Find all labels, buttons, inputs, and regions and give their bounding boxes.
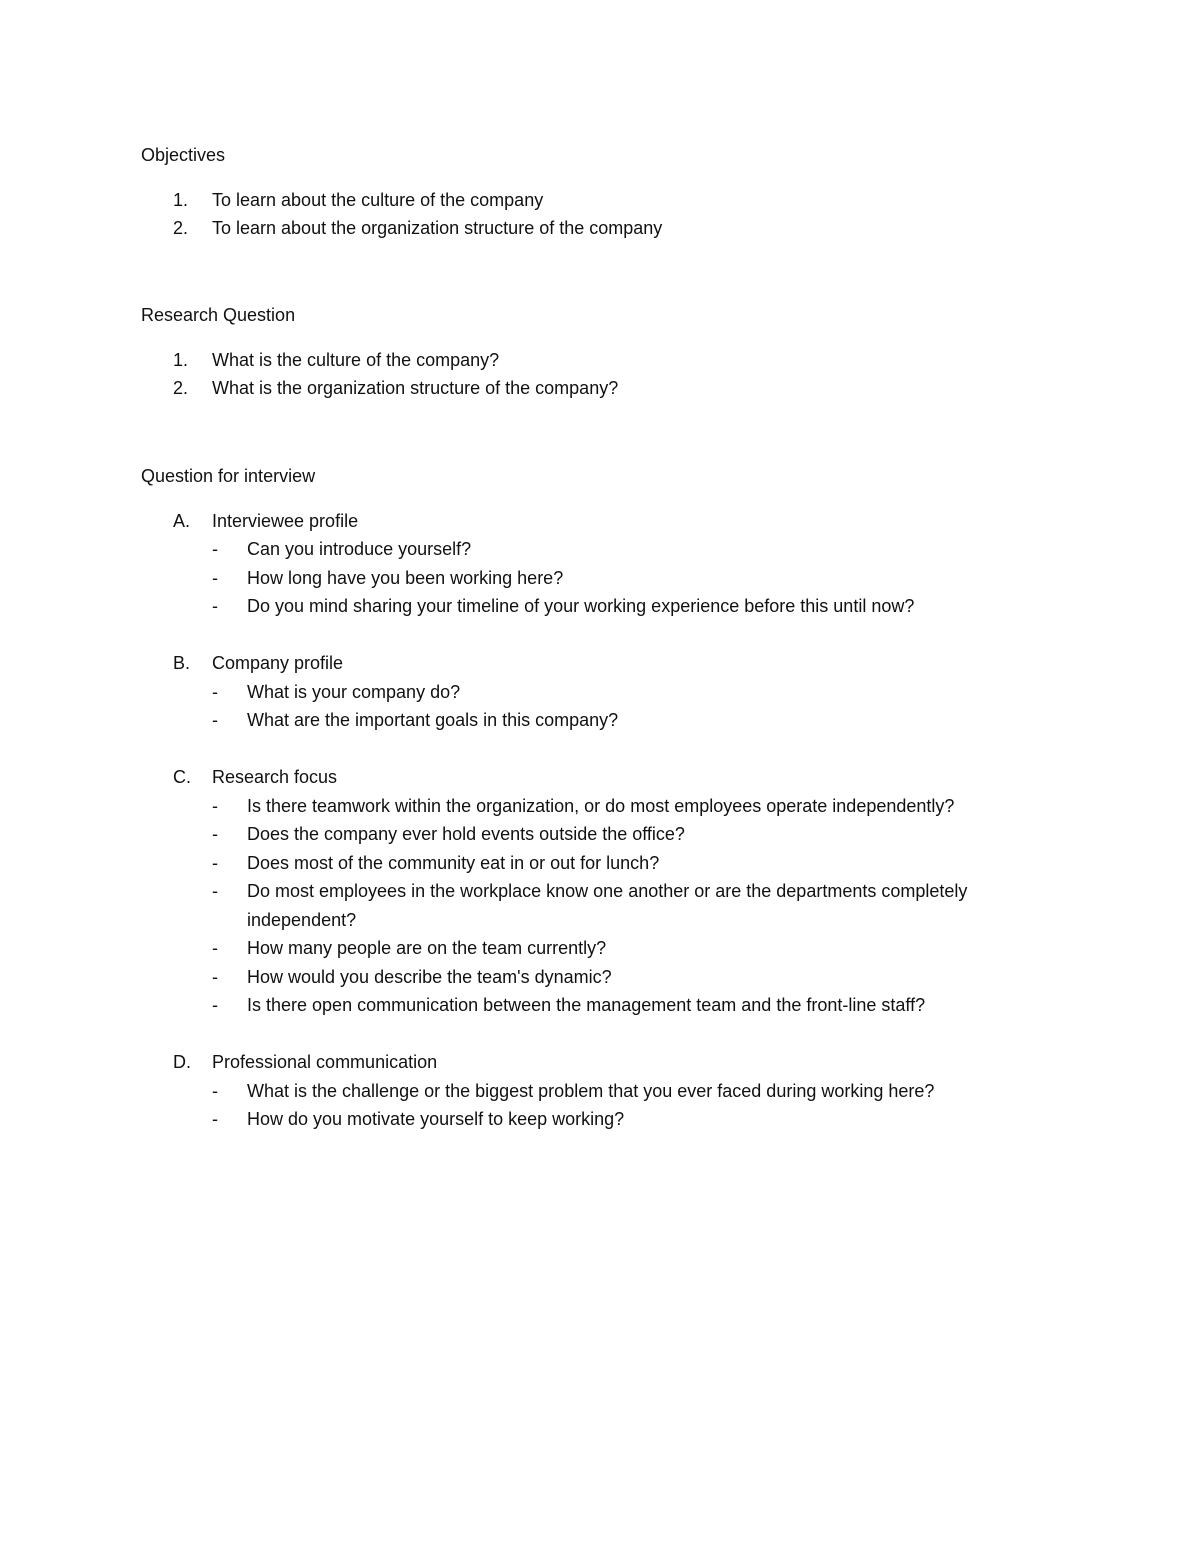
dash-bullet: - <box>212 710 218 730</box>
dash-bullet: - <box>212 852 218 873</box>
question-item <box>141 991 1081 1020</box>
list-item <box>141 374 1081 403</box>
question-item <box>141 963 1081 992</box>
list-number: 1. <box>173 189 189 210</box>
objectives-list <box>141 186 1081 243</box>
question-item <box>141 678 1081 707</box>
question-list <box>141 792 1081 1020</box>
dash-bullet: - <box>212 596 218 616</box>
interview-subsection-professional-communication <box>141 1048 1081 1134</box>
research-question-text: What is the culture of the company? <box>212 349 500 370</box>
question-text: Can you introduce yourself? <box>247 539 472 559</box>
interview-subsection-company-profile <box>141 649 1081 735</box>
question-item <box>141 592 1081 621</box>
question-item <box>141 792 1081 821</box>
subsection-title-text: Professional communication <box>212 1052 438 1072</box>
question-text: Does most of the community eat in or out for lunch? <box>247 852 660 873</box>
question-text: How would you describe the team's dynamic? <box>247 966 612 987</box>
question-text: Does the company ever hold events outside the office? <box>247 824 685 844</box>
question-list <box>141 678 1081 735</box>
research-question-list <box>141 346 1081 403</box>
subsection-title <box>141 649 1081 678</box>
dash-bullet: - <box>212 795 218 816</box>
question-text: What are the important goals in this company? <box>247 710 619 730</box>
list-item <box>141 346 1081 375</box>
dash-bullet: - <box>212 881 218 901</box>
subsection-letter: B. <box>173 653 191 673</box>
subsection-title-text: Interviewee profile <box>212 510 359 531</box>
subsection-title-text: Research focus <box>212 767 338 787</box>
dash-bullet: - <box>212 995 218 1015</box>
interview-heading: Question for interview <box>141 466 316 486</box>
interview-section <box>141 462 1081 1134</box>
objectives-section <box>141 141 1081 243</box>
list-number: 1. <box>173 349 189 370</box>
subsection-letter: A. <box>173 510 191 531</box>
question-text: Do you mind sharing your timeline of your working experience before this until now? <box>247 596 915 616</box>
question-list <box>141 1077 1081 1134</box>
dash-bullet: - <box>212 1080 218 1101</box>
question-item <box>141 1105 1081 1134</box>
interview-subsection-research-focus <box>141 763 1081 1020</box>
question-text: What is the challenge or the biggest problem that you ever faced during working here? <box>247 1080 935 1101</box>
dash-bullet: - <box>212 681 218 702</box>
research-question-text: What is the organization structure of the company? <box>212 378 619 398</box>
subsection-letter: D. <box>173 1052 191 1072</box>
question-text: How do you motivate yourself to keep working? <box>247 1109 625 1129</box>
subsection-title <box>141 507 1081 536</box>
subsection-title <box>141 1048 1081 1077</box>
objective-text: To learn about the culture of the company <box>212 189 544 210</box>
dash-bullet: - <box>212 567 218 588</box>
subsection-letter: C. <box>173 767 191 787</box>
subsection-title <box>141 763 1081 792</box>
question-text: How many people are on the team currently? <box>247 938 607 958</box>
question-item <box>141 1077 1081 1106</box>
question-item <box>141 820 1081 849</box>
question-item <box>141 535 1081 564</box>
question-item <box>141 934 1081 963</box>
question-item <box>141 564 1081 593</box>
question-text: What is your company do? <box>247 681 461 702</box>
research-question-section <box>141 301 1081 403</box>
question-list <box>141 535 1081 621</box>
list-number: 2. <box>173 378 189 398</box>
dash-bullet: - <box>212 824 218 844</box>
objectives-heading: Objectives <box>141 145 226 165</box>
dash-bullet: - <box>212 1109 218 1129</box>
interview-subsection-interviewee-profile <box>141 507 1081 621</box>
list-item <box>141 214 1081 243</box>
question-text: Do most employees in the workplace know one another or are the departments completely independent? <box>247 881 968 930</box>
subsection-title-text: Company profile <box>212 653 344 673</box>
research-question-heading: Research Question <box>141 305 296 325</box>
list-item <box>141 186 1081 215</box>
list-number: 2. <box>173 218 189 238</box>
question-item <box>141 877 1081 934</box>
dash-bullet: - <box>212 539 218 559</box>
dash-bullet: - <box>212 966 218 987</box>
dash-bullet: - <box>212 938 218 958</box>
question-text: Is there teamwork within the organization, or do most employees operate independently? <box>247 795 955 816</box>
question-text: How long have you been working here? <box>247 567 564 588</box>
question-text: Is there open communication between the management team and the front-line staff? <box>247 995 926 1015</box>
question-item <box>141 849 1081 878</box>
question-item <box>141 706 1081 735</box>
objective-text: To learn about the organization structure of the company <box>212 218 663 238</box>
